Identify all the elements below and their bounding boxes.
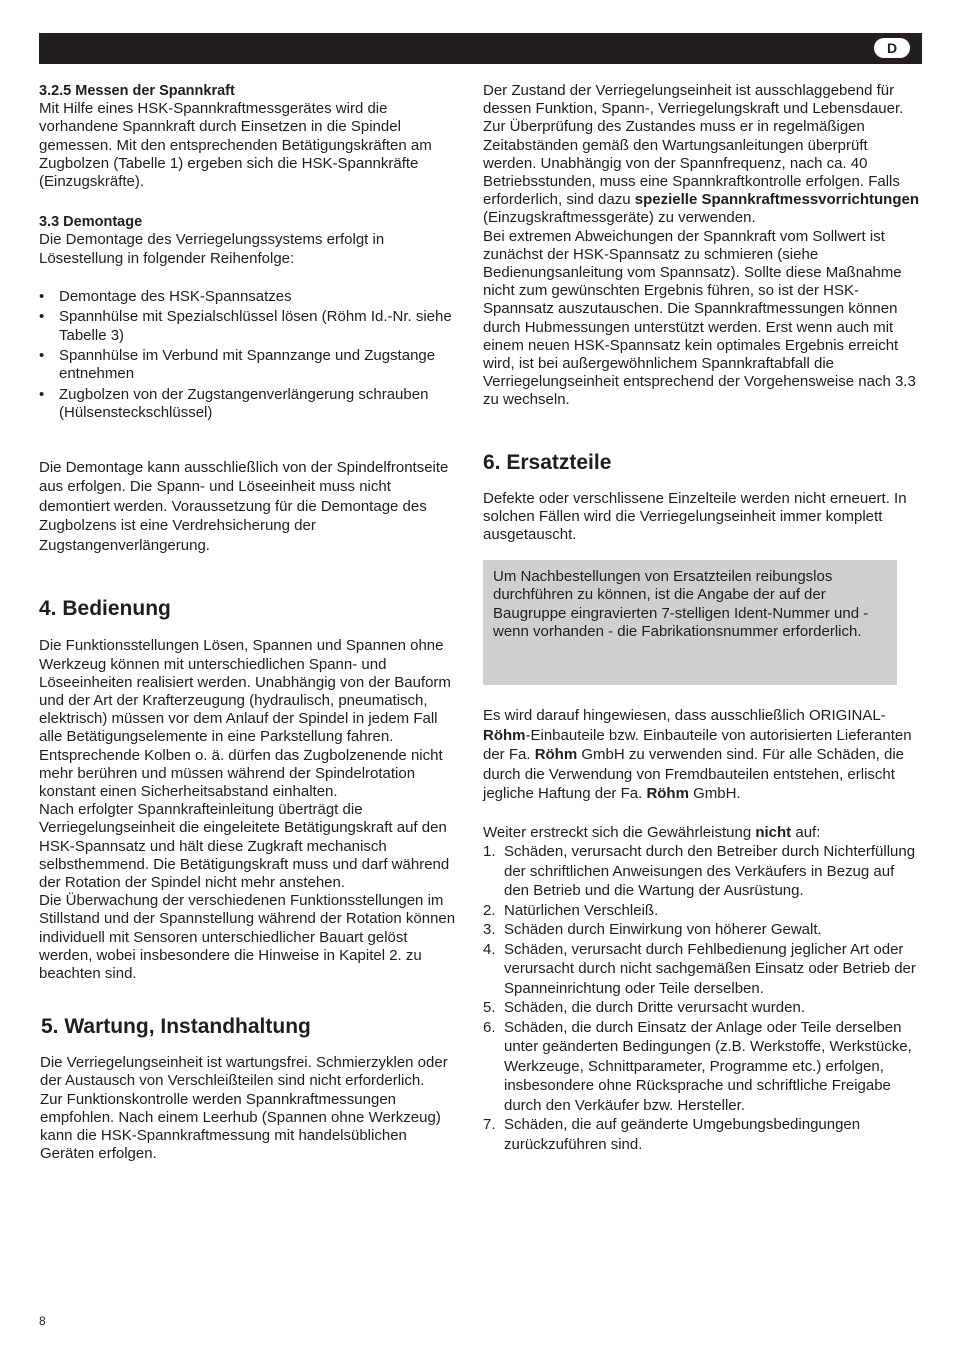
disassembly-steps-list — [39, 288, 459, 423]
page-number: 8 — [39, 1314, 46, 1328]
list-item: • Zugbolzen von der Zugstangenverlängerung schrauben (Hülsensteckschlüssel) — [39, 386, 459, 422]
section-3-3-heading: 3.3 Demontage — [39, 214, 143, 231]
list-item: 2. Natürlichen Verschleiß. — [483, 901, 659, 919]
maintenance-continued-paragraph: Bei extremen Abweichungen der Spannkraft vom Sollwert ist zunächst der HSK-Spannsatz zu schmieren (siehe Bedienungsanleitung vom Spannsatz). Sollte diese Maßnahme nicht zum gewünschten Ergebnis führen, so ist der HSK-Spannsatz auszutauschen. Die Spannkraftmessungen können durch Hubmessungen unterstützt werden. Erst wenn auch mit einem neuen HSK-Spannsatz kein optimales Ergebnis erreicht wird, ist bei außergewöhnlichem Spannkraftabfall die Verriegelungseinheit entsprechend der Vorgehensweise nach 3.3 zu wechseln. — [483, 227, 916, 409]
list-item: 1. Schäden, verursacht durch den Betreiber durch Nichterfüllung der schriftlichen Anweisungen des Verkäufers in Bezug auf den Betrieb und die Wartung der Ausrüstung. — [483, 843, 916, 900]
original-parts-paragraph: Es wird darauf hingewiesen, dass ausschließlich ORIGINAL-Röhm-Einbauteile bzw. Einbauteile von autorisierten Lieferanten der Fa. Röhm GmbH zu verwenden sind. Für alle Schäden, die durch die Verwendung von Fremdbauteilen entstehen, erlischt jegliche Haftung der Fa. Röhm GmbH. — [483, 707, 912, 803]
section-3-2-5-heading: 3.2.5 Messen der Spannkraft — [39, 83, 235, 99]
section-4-heading: 4. Bedienung — [39, 597, 171, 621]
section-6-paragraph: Defekte oder verschlissene Einzelteile werden nicht erneuert. In solchen Fällen wird die Verriegelungseinheit immer komplett ausgetauscht. — [483, 489, 907, 544]
warranty-intro: Weiter erstreckt sich die Gewährleistung nicht auf: — [483, 823, 821, 841]
right-column — [483, 82, 919, 1154]
maintenance-continued-paragraph: Der Zustand der Verriegelungseinheit ist ausschlaggebend für dessen Funktion, Spann-, Verriegelungskraft und Lebensdauer. Zur Überprüfung des Zustandes muss er in regelmäßigen Zeitabständen gemäß den Wartungsanleitungen überprüft werden. Unabhängig von der Spannfrequenz, nach ca. 40 Betriebsstunden, muss eine Spannkraftkontrolle erfolgen. Falls erforderlich, sind dazu spezielle Spannkraftmessvorrichtungen (Einzugskraftmessgeräte) zu verwenden. — [483, 82, 920, 227]
language-badge: D — [874, 38, 910, 58]
section-6-heading: 6. Ersatzteile — [483, 450, 612, 474]
list-item: • Spannhülse mit Spezialschlüssel lösen (Röhm Id.-Nr. siehe Tabelle 3) — [39, 308, 459, 344]
list-item: • Spannhülse im Verbund mit Spannzange und Zugstange entnehmen — [39, 347, 459, 383]
list-item: 5. Schäden, die durch Dritte verursacht wurden. — [483, 999, 805, 1017]
list-item: 6. Schäden, die durch Einsatz der Anlage oder Teile derselben unter geänderten Bedingungen (z.B. Werkstoffe, Werkstücke, Werkzeuge, Schnittparameter, Programme etc.) erfolgen, insbesondere ohne Rücksprache und schriftliche Freigabe durch den Verkäufer bzw. Hersteller. — [483, 1018, 912, 1114]
section-5-heading: 5. Wartung, Instandhaltung — [41, 1015, 311, 1039]
left-column — [39, 82, 459, 1163]
section-4-paragraph: Die Überwachung der verschiedenen Funktionsstellungen im Stillstand und der Spannstellung während der Rotation können individuell mit Sensoren unterschiedlicher Bauart gelöst werden, wobei insbesondere die Hinweise in Kapitel 2. zu beachten sind. — [39, 892, 456, 982]
section-3-3-closing: Die Demontage kann ausschließlich von der Spindelfrontseite aus erfolgen. Die Spann- und Löseeinheit muss nicht demontiert werden. Voraussetzung für die Demontage des Zugbolzens ist eine Verdrehsicherung der Zugstangenverlängerung. — [39, 458, 449, 554]
section-3-3-intro: Die Demontage des Verriegelungssystems erfolgt in Lösestellung in folgender Reihenfolge: — [39, 231, 385, 267]
ordering-note-text: Um Nachbestellungen von Ersatzteilen reibungslos durchführen zu können, ist die Angabe der auf der Baugruppe eingravierten 7-stelligen Ident-Nummer und - wenn vorhanden - die Fabrikationsnummer erforderlich. — [493, 568, 869, 640]
section-5-paragraph: Die Verriegelungseinheit ist wartungsfrei. Schmierzyklen oder der Austausch von Verschleißteilen sind nicht erforderlich. — [40, 1054, 448, 1090]
list-item: 4. Schäden, verursacht durch Fehlbedienung jeglicher Art oder verursacht durch nicht sachgemäßen Einsatz oder Betrieb der Spanneinrichtung oder Teile derselben. — [483, 940, 916, 997]
header-bar — [39, 33, 922, 64]
list-item: 7. Schäden, die auf geänderte Umgebungsbedingungen zurückzuführen sind. — [483, 1116, 861, 1153]
bold-term: spezielle Spannkraftmessvorrichtungen — [634, 191, 920, 209]
section-4-paragraph: Die Funktionsstellungen Lösen, Spannen und Spannen ohne Werkzeug können mit unterschiedlichen Spann- und Löseeinheiten realisiert werden. Unabhängig von der Bauform und der Art der Krafterzeugung (hydraulisch, pneumatisch, elektrisch) müssen vor dem Anlauf der Spindel in jedem Fall alle Betätigungselemente in eine Parkstellung fahren. Entsprechende Kolben o. ä. dürfen das Zugbolzenende nicht mehr berühren und müssen während der Spindelrotation konstant einen Sicherheitsabstand einhalten. — [39, 637, 451, 800]
list-item: 3. Schäden durch Einwirkung von höherer Gewalt. — [483, 921, 822, 939]
warranty-exclusions-list — [483, 842, 919, 1154]
ordering-note-box — [483, 560, 897, 685]
section-4-paragraph: Nach erfolgter Spannkrafteinleitung überträgt die Verriegelungseinheit die eingeleitete Betätigungskraft auf den HSK-Spannsatz und hält diese Zugkraft mechanisch selbsthemmend. Die Betätigungskraft muss und darf während der Rotation der Spindel nicht mehr anstehen. — [39, 801, 450, 891]
section-5-paragraph: Zur Funktionskontrolle werden Spannkraftmessungen empfohlen. Nach einem Leerhub (Spannen ohne Werkzeug) kann die HSK-Spannkraftmessung mit handelsüblichen Geräten erfolgen. — [40, 1090, 441, 1163]
list-item: • Demontage des HSK-Spannsatzes — [39, 288, 459, 306]
section-3-2-5-text: Mit Hilfe eines HSK-Spannkraftmessgerätes wird die vorhandene Spannkraft durch Einsetzen in die Spindel gemessen. Mit den entsprechenden Betätigungskräften am Zugbolzen (Tabelle 1) ergeben sich die HSK-Spannkräfte (Einzugskräfte). — [39, 100, 432, 191]
